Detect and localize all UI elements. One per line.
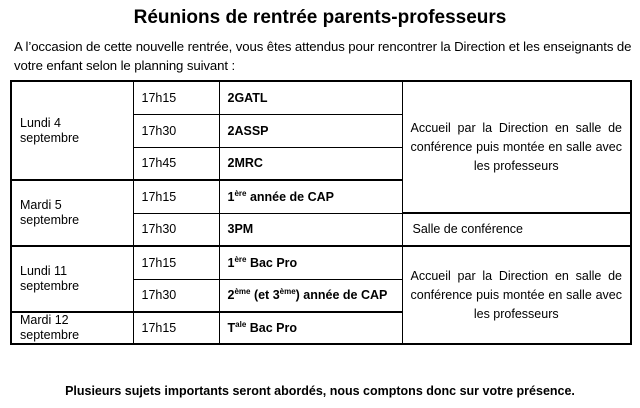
class-sup: ème [234, 287, 251, 297]
schedule-table [10, 80, 632, 345]
note-cell: Accueil par la Direction en salle de conférence puis montée en salle avec les professeurs [402, 81, 631, 213]
time-cell: 17h15 [133, 81, 219, 114]
day-cell-monday-4 [11, 81, 133, 180]
time-cell: 17h30 [133, 213, 219, 246]
class-sup: ème [279, 287, 296, 297]
class-text: Bac Pro [246, 255, 298, 270]
class-sup: ère [234, 254, 247, 264]
class-text: 1 [227, 189, 235, 204]
class-cell [219, 180, 402, 213]
day-label: Lundi 11 [20, 264, 68, 278]
class-text: 2 [227, 288, 235, 303]
class-cell: 2MRC [219, 147, 402, 180]
class-cell: 2ASSP [219, 114, 402, 147]
time-cell: 17h30 [133, 114, 219, 147]
note-cell: Accueil par la Direction en salle de conférence puis montée en salle avec les professeurs [402, 246, 631, 344]
time-cell: 17h15 [133, 312, 219, 344]
day-label: Mardi 5 [20, 198, 62, 212]
class-cell: 2GATL [219, 81, 402, 114]
day-month: septembre [20, 279, 80, 293]
class-cell: 3PM [219, 213, 402, 246]
day-label: Mardi 12 [20, 313, 69, 327]
day-month: septembre [20, 213, 80, 227]
time-cell: 17h15 [133, 246, 219, 279]
class-text: 1 [227, 255, 235, 270]
class-cell [219, 279, 402, 312]
footer-note: Plusieurs sujets importants seront abordés, nous comptons donc sur votre présence. [65, 384, 575, 398]
class-cell [219, 312, 402, 344]
day-month: septembre [20, 328, 80, 342]
day-cell-tuesday-5 [11, 180, 133, 246]
day-month: septembre [20, 130, 80, 145]
day-label: Lundi 4 [20, 115, 62, 130]
time-cell: 17h30 [133, 279, 219, 312]
class-text: année de CAP [246, 189, 334, 204]
time-cell: 17h45 [133, 147, 219, 180]
note-cell: Salle de conférence [402, 213, 631, 246]
class-sup: ère [234, 188, 247, 198]
class-text: (et 3 [250, 288, 280, 303]
class-text: ) année de CAP [295, 288, 388, 303]
class-text: T [227, 321, 236, 335]
class-text: Bac Pro [246, 321, 297, 335]
page-title: Réunions de rentrée parents-professeurs [133, 7, 507, 28]
class-cell [219, 246, 402, 279]
day-cell-tuesday-12 [11, 312, 133, 344]
time-cell: 17h15 [133, 180, 219, 213]
day-cell-monday-11 [11, 246, 133, 312]
class-sup: ale [235, 320, 247, 329]
table-row [11, 246, 631, 279]
table-row [11, 81, 631, 114]
intro-paragraph: A l’occasion de cette nouvelle rentrée, vous êtes attendus pour rencontrer la Direction et les enseignants de votre enfant selon le planning suivant : [14, 39, 632, 73]
